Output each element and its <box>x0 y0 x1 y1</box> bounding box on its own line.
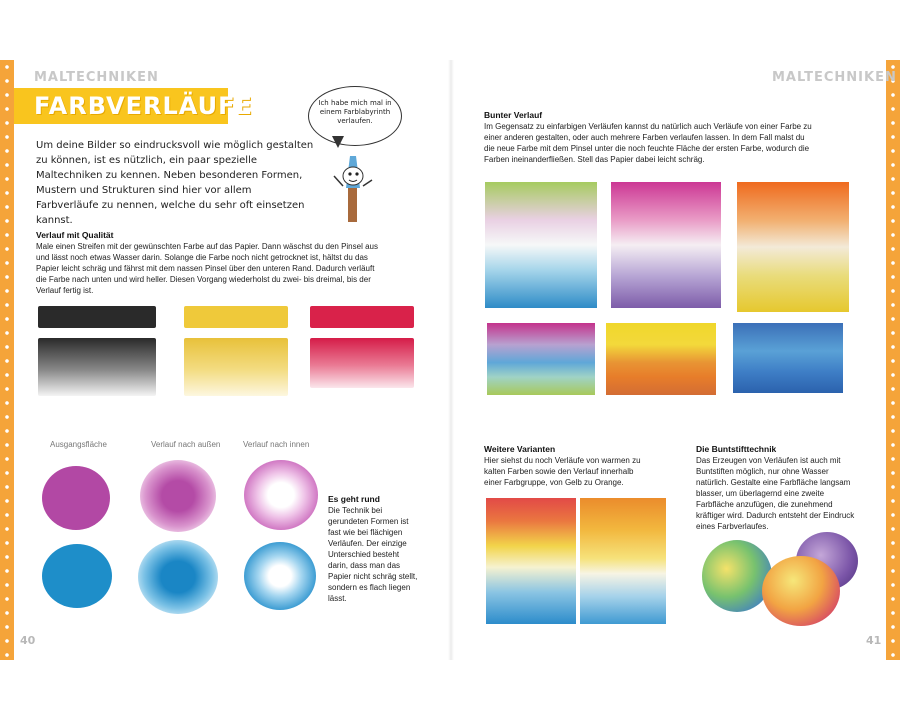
swatch-yellow-to-orange <box>580 498 666 624</box>
intro-text: Um deine Bilder so eindrucksvoll wie möglich gestalten zu können, ist es nützlich, ein paar spezielle Maltechniken zu kennen. Neben besonderen Formen, Mustern und Strukturen sind hier vor allem Farbverläufe zu nennen, welche du sehr oft einsetzen kannst. <box>36 140 314 226</box>
round-heading: Es geht rund <box>328 494 380 504</box>
right-section-label: MALTECHNIKEN <box>772 70 897 85</box>
left-page-dotted-border <box>0 60 14 660</box>
quality-heading: Verlauf mit Qualität <box>36 230 114 240</box>
title-banner <box>14 88 253 124</box>
quality-text: Male einen Streifen mit der gewünschten Farbe auf das Papier. Dann wäschst du den Pinsel aus und lässt noch etwas Wasser darin. Solange die Farbe noch nicht getrocknet ist, hältst du das Papier leicht schräg und fährst mit dem nassen Pinsel über den unteren Rand. Dadurch verläuft die Farbe nach unten und wird heller. Diesen Vorgang wiederholst du zwei- bis dreimal, bis der Verlauf fertig ist. <box>36 242 378 295</box>
page-title: FARBVERLÄUFE <box>34 92 253 120</box>
pencil-ball-1 <box>702 540 772 612</box>
yellow-stroke-solid <box>184 306 288 328</box>
speech-bubble-text: Ich habe mich mal in einem Farblabyrinth verlaufen. <box>318 99 392 125</box>
circle-label-start: Ausgangsfläche <box>50 440 107 449</box>
swatch-pink-purple <box>611 182 721 308</box>
colorful-text: Im Gegensatz zu einfarbigen Verläufen kannst du natürlich auch Verläufe von einer Farbe zu einer anderen gestalten, oder auch mehrere Farben verlaufen lassen. In dem Fall malst du die neue Farbe mit dem Pinsel unter die noch feuchte Fläche der ersten Farbe, wodurch die Farben ineinanderfließen. Stell das Papier dabei leicht schräg. <box>484 122 812 164</box>
brush-mascot-illustration <box>326 146 386 222</box>
magenta-circle-solid <box>42 466 110 530</box>
speech-bubble <box>308 86 402 146</box>
circle-label-outward: Verlauf nach außen <box>151 440 221 449</box>
pencil-ball-2 <box>762 556 840 626</box>
circle-label-inward: Verlauf nach innen <box>243 440 310 449</box>
pencil-heading: Die Buntstifttechnik <box>696 444 777 454</box>
blue-circle-outward <box>138 540 218 614</box>
left-section-label: MALTECHNIKEN <box>34 70 159 85</box>
red-stroke-solid <box>310 306 414 328</box>
swatch-yellow-orange <box>606 323 716 395</box>
black-stroke-solid <box>38 306 156 328</box>
colorful-heading: Bunter Verlauf <box>484 110 543 120</box>
magenta-circle-outward <box>140 460 216 532</box>
blue-circle-solid <box>42 544 112 608</box>
book-gutter <box>448 60 454 660</box>
variants-heading: Weitere Varianten <box>484 444 556 454</box>
red-stroke-gradient <box>310 338 414 388</box>
right-page-dotted-border <box>886 60 900 660</box>
variants-text: Hier siehst du noch Verläufe von warmen zu kalten Farben sowie den Verlauf innerhalb einer Farbgruppe, von Gelb zu Orange. <box>484 456 641 487</box>
swatch-orange-yellow <box>737 182 849 312</box>
yellow-stroke-gradient <box>184 338 288 396</box>
swatch-warm-to-cold <box>486 498 576 624</box>
pencil-text: Das Erzeugen von Verläufen ist auch mit Buntstiften möglich, nur ohne Wasser natürlich. Gestalte eine Farbfläche langsam blasser, um überlagernd eine zweite Farbfläche anzufügen, die zunehmend kräftiger wird. Dadurch entsteht der Eindruck eines Farbverlaufes. <box>696 456 855 531</box>
black-stroke-gradient <box>38 338 156 396</box>
swatch-blue-stripes <box>733 323 843 393</box>
round-text: Die Technik bei gerundeten Formen ist fast wie bei flächigen Verläufen. Der einzige Unterschied besteht darin, dass man das Papier nicht schräg stellt, sondern es flach liegen lässt. <box>328 506 418 603</box>
page-number-left: 40 <box>20 634 36 647</box>
swatch-stripes-multicolor <box>487 323 595 395</box>
swatch-green-pink-blue <box>485 182 597 308</box>
page-number-right: 41 <box>866 634 882 647</box>
magenta-circle-inward <box>244 460 318 530</box>
blue-circle-inward <box>244 542 316 610</box>
